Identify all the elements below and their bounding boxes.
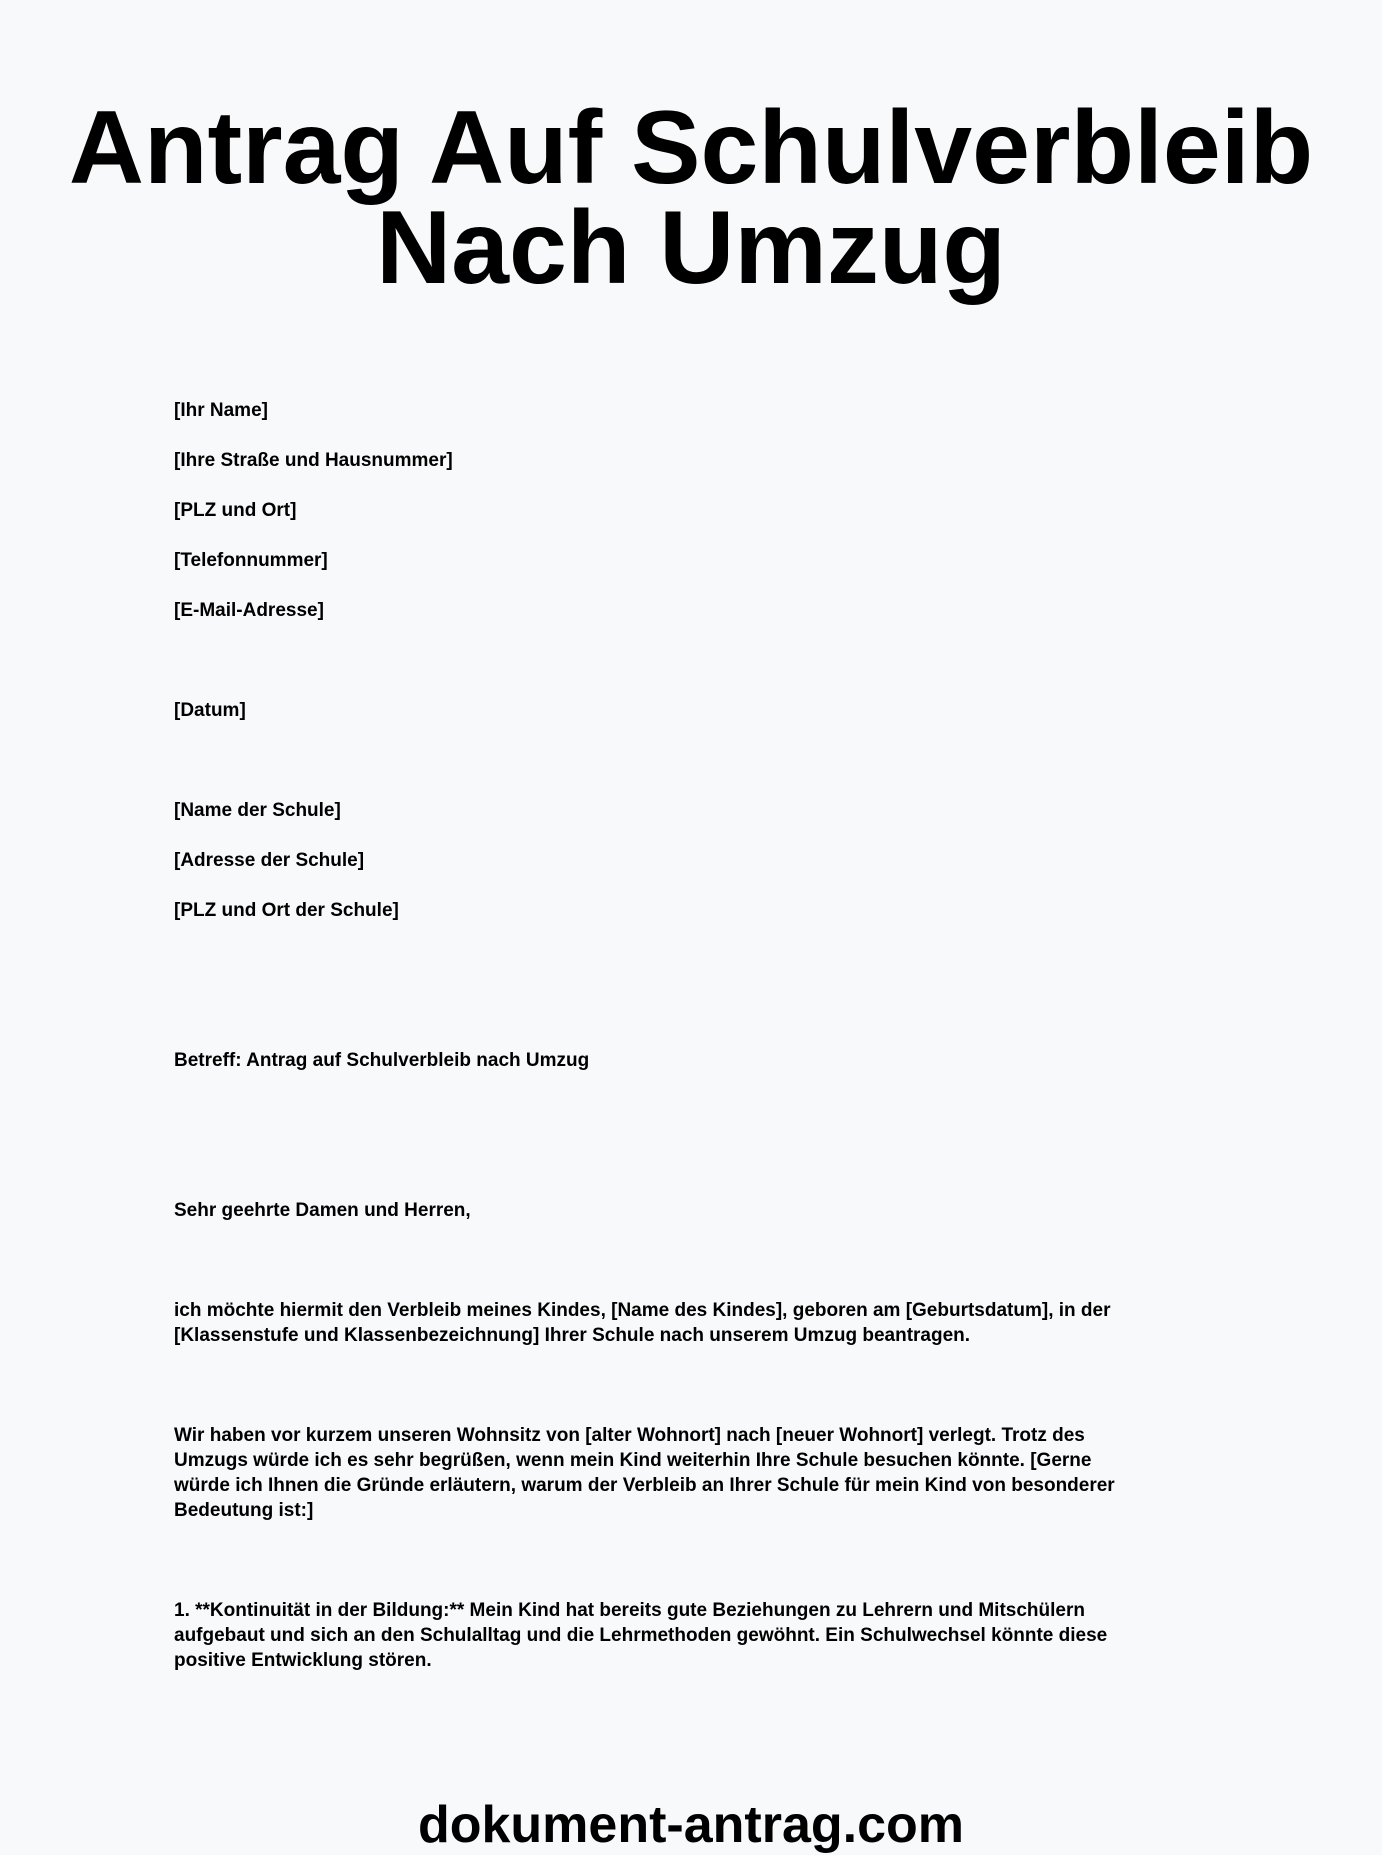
paragraph-line: positive Entwicklung stören.	[174, 1650, 432, 1671]
body-paragraph-1	[174, 1298, 1214, 1348]
sender-street: [Ihre Straße und Hausnummer]	[174, 450, 453, 471]
letter-date: [Datum]	[174, 700, 246, 721]
letter-subject: Betreff: Antrag auf Schulverbleib nach Umzug	[174, 1050, 590, 1071]
title-line-2: Nach Umzug	[376, 190, 1006, 306]
recipient-school-address: [Adresse der Schule]	[174, 850, 365, 871]
sender-phone: [Telefonnummer]	[174, 550, 328, 571]
page-title	[0, 90, 1382, 306]
recipient-school-city: [PLZ und Ort der Schule]	[174, 900, 399, 921]
sender-city: [PLZ und Ort]	[174, 500, 297, 521]
body-paragraph-3	[174, 1598, 1214, 1673]
paragraph-line: Umzugs würde ich es sehr begrüßen, wenn mein Kind weiterhin Ihre Schule besuchen könnte. [Gerne	[174, 1450, 1092, 1471]
title-line-1: Antrag Auf Schulverbleib	[68, 90, 1314, 206]
sender-name: [Ihr Name]	[174, 400, 268, 421]
footer-site-name: dokument-antrag.com	[417, 1796, 965, 1854]
letter-salutation: Sehr geehrte Damen und Herren,	[174, 1200, 471, 1221]
paragraph-line: Wir haben vor kurzem unseren Wohnsitz von [alter Wohnort] nach [neuer Wohnort] verlegt. Trotz des	[174, 1425, 1085, 1446]
recipient-school-name: [Name der Schule]	[174, 800, 341, 821]
paragraph-line: [Klassenstufe und Klassenbezeichnung] Ihrer Schule nach unserem Umzug beantragen.	[174, 1325, 971, 1346]
paragraph-line: aufgebaut und sich an den Schulalltag und die Lehrmethoden gewöhnt. Ein Schulwechsel könnte diese	[174, 1625, 1108, 1646]
sender-email: [E-Mail-Adresse]	[174, 600, 324, 621]
paragraph-line: ich möchte hiermit den Verbleib meines Kindes, [Name des Kindes], geboren am [Geburtsdatum], in der	[174, 1300, 1111, 1321]
paragraph-line: Bedeutung ist:]	[174, 1500, 314, 1521]
paragraph-line: 1. **Kontinuität in der Bildung:** Mein Kind hat bereits gute Beziehungen zu Lehrern und Mitschülern	[174, 1600, 1085, 1621]
body-paragraph-2	[174, 1423, 1214, 1523]
paragraph-line: würde ich Ihnen die Gründe erläutern, warum der Verbleib an Ihrer Schule für mein Kind von besonderer	[174, 1475, 1115, 1496]
